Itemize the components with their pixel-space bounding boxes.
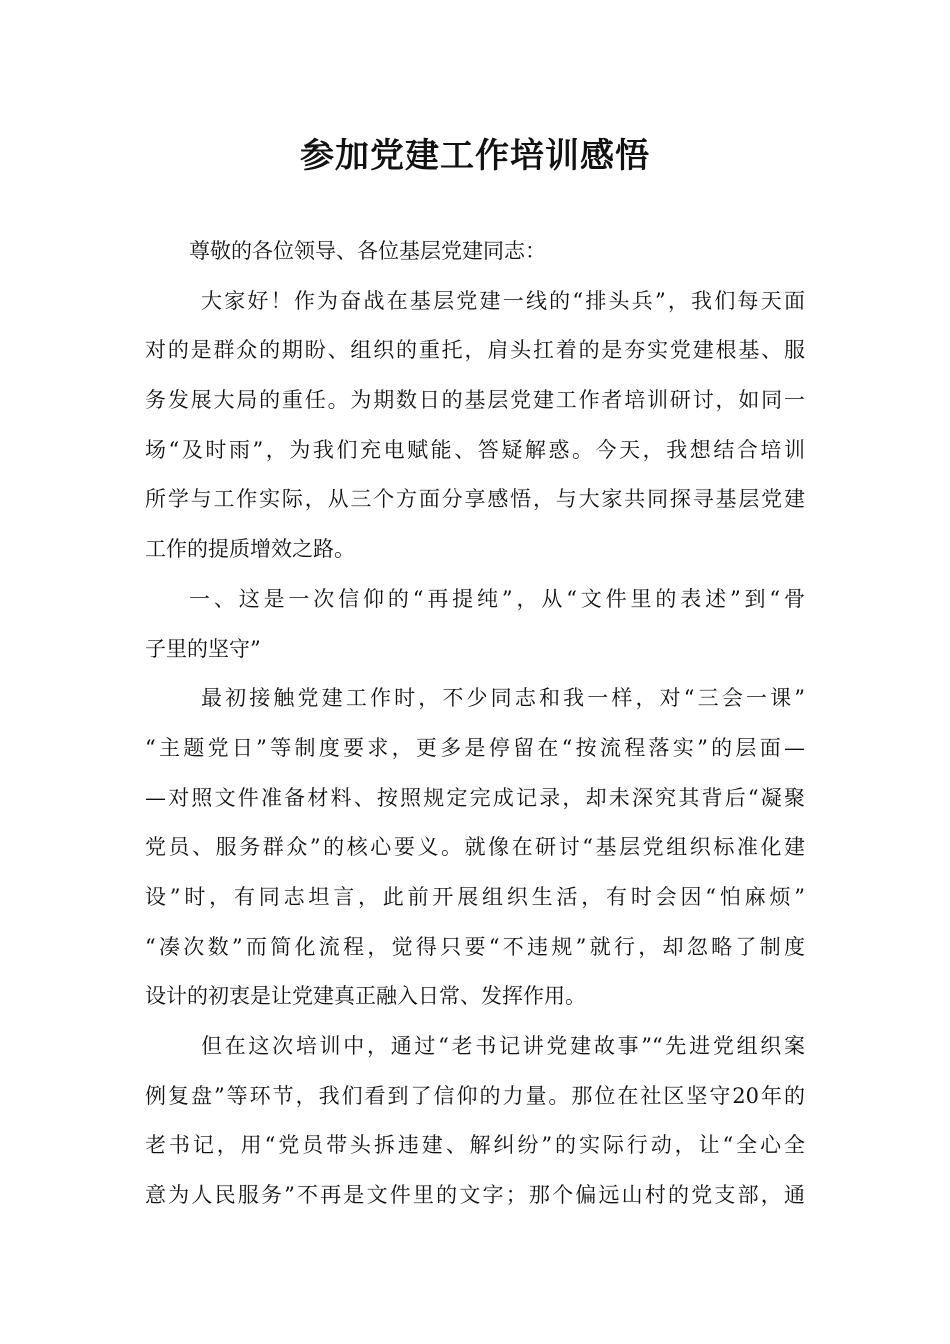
text-line: 子里的坚守” [145,636,261,661]
text-line: 例复盘”等环节，我们看到了信仰的力量。那位在社区坚守20年的 [145,1083,805,1108]
text-line: 意为人民服务”不再是文件里的文字；那个偏远山村的党支部，通 [145,1183,805,1208]
text-line: 设计的初衷是让党建真正融入日常、发挥作用。 [145,984,586,1009]
text-line: 所学与工作实际，从三个方面分享感悟，与大家共同探寻基层党建 [145,487,805,512]
document-title: 参加党建工作培训感悟 [300,136,650,176]
paragraph [145,681,805,1029]
text-line: “凑次数”而简化流程，觉得只要“不违规”就行，却忽略了制度 [145,934,805,959]
text-line: 场“及时雨”，为我们充电赋能、答疑解惑。今天，我想结合培训 [145,437,805,462]
text-line: 务发展大局的重任。为期数日的基层党建工作者培训研讨，如同一 [145,388,805,413]
text-line: 党员、服务群众”的核心要义。就像在研讨“基层党组织标准化建 [145,835,805,860]
text-line: 最初接触党建工作时，不少同志和我一样，对“三会一课” [201,686,805,711]
paragraph [145,284,805,582]
text-line: —对照文件准备材料、按照规定完成记录，却未深究其背后“凝聚 [145,785,805,810]
paragraph [145,234,805,284]
text-line: 设”时，有同志坦言，此前开展组织生活，有时会因“怕麻烦” [145,884,805,909]
paragraph [145,1029,805,1228]
text-line: 工作的提质增效之路。 [145,537,355,562]
text-line: 但在这次培训中，通过“老书记讲党建故事”“先进党组织案 [201,1034,805,1058]
document-body [145,234,805,1228]
text-line: 对的是群众的期盼、组织的重托，肩头扛着的是夯实党建根基、服 [145,338,805,363]
text-line: 老书记，用“党员带头拆违建、解纠纷”的实际行动，让“全心全 [145,1133,805,1158]
text-line: “主题党日”等制度要求，更多是停留在“按流程落实”的层面— [145,735,805,760]
text-line: 尊敬的各位领导、各位基层党建同志： [189,239,546,263]
paragraph [145,582,805,681]
text-line: 一、这是一次信仰的“再提纯”，从“文件里的表述”到“骨 [189,586,805,611]
text-line: 大家好！作为奋战在基层党建一线的“排头兵”，我们每天面 [201,288,805,313]
